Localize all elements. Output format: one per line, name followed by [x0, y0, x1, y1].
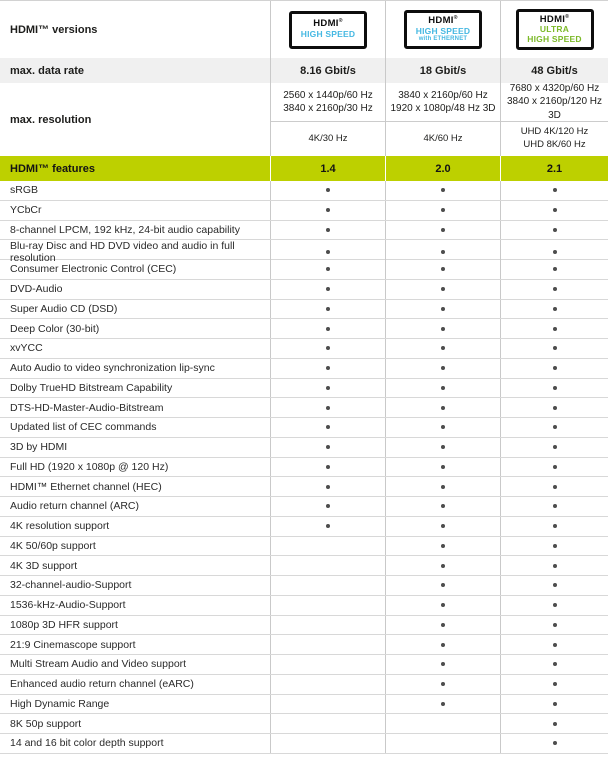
support-dot-icon: [441, 228, 445, 232]
support-dot-icon: [326, 425, 330, 429]
support-dot-icon: [441, 702, 445, 706]
feature-label: 4K 50/60p support: [10, 539, 96, 552]
resolution-detail: [271, 83, 385, 121]
feature-support-cell: [270, 616, 385, 635]
support-dot-icon: [553, 287, 557, 291]
feature-support-cell: [270, 655, 385, 674]
support-dot-icon: [326, 386, 330, 390]
feature-support-cell: [500, 596, 608, 615]
feature-support-cell: [500, 616, 608, 635]
table-row: [0, 339, 608, 359]
feature-support-cell: [500, 300, 608, 319]
resolution-summary: [271, 121, 385, 156]
support-dot-icon: [553, 623, 557, 627]
feature-support-cell: [270, 319, 385, 338]
support-dot-icon: [326, 366, 330, 370]
support-dot-icon: [553, 564, 557, 568]
feature-support-cell: [385, 635, 500, 654]
table-row: [0, 714, 608, 734]
data-rate-label: max. data rate: [10, 64, 84, 77]
badge-cell: [385, 1, 500, 58]
support-dot-icon: [441, 682, 445, 686]
support-dot-icon: [553, 583, 557, 587]
feature-support-cell: [270, 359, 385, 378]
feature-support-cell: [500, 517, 608, 536]
support-dot-icon: [326, 465, 330, 469]
support-dot-icon: [441, 250, 445, 254]
resolution-cell: [500, 83, 608, 156]
support-dot-icon: [553, 643, 557, 647]
feature-support-cell: [270, 181, 385, 200]
table-row: [0, 201, 608, 221]
data-rate-value: 8.16 Gbit/s: [270, 58, 385, 83]
feature-support-cell: [500, 477, 608, 496]
resolution-line: 4K/60 Hz: [423, 132, 463, 144]
support-dot-icon: [553, 722, 557, 726]
feature-label: YCbCr: [10, 204, 42, 217]
feature-label: Auto Audio to video synchronization lip-sync: [10, 362, 215, 375]
feature-support-cell: [270, 497, 385, 516]
feature-support-cell: [500, 221, 608, 240]
feature-label: sRGB: [10, 184, 39, 197]
feature-label: Multi Stream Audio and Video support: [10, 658, 187, 671]
feature-support-cell: [385, 517, 500, 536]
feature-label: DTS-HD-Master-Audio-Bitstream: [10, 401, 164, 414]
features-header-row: [0, 156, 608, 181]
support-dot-icon: [326, 346, 330, 350]
support-dot-icon: [441, 485, 445, 489]
resolution-line: 3840 x 2160p/120 Hz 3D: [506, 96, 603, 121]
data-rate-row: [0, 58, 608, 83]
feature-label: Enhanced audio return channel (eARC): [10, 678, 194, 691]
feature-support-cell: [270, 379, 385, 398]
resolution-line: 4K/30 Hz: [308, 132, 348, 144]
support-dot-icon: [553, 702, 557, 706]
feature-support-cell: [385, 576, 500, 595]
feature-support-cell: [270, 517, 385, 536]
feature-support-cell: [500, 260, 608, 279]
support-dot-icon: [441, 208, 445, 212]
feature-support-cell: [385, 339, 500, 358]
feature-label: Blu-ray Disc and HD DVD video and audio in full resolution: [10, 240, 235, 265]
support-dot-icon: [441, 346, 445, 350]
feature-support-cell: [500, 675, 608, 694]
trademark-icon: ®: [565, 13, 570, 20]
resolution-cell: [270, 83, 385, 156]
feature-label: 3D by HDMI: [10, 441, 68, 454]
support-dot-icon: [441, 465, 445, 469]
support-dot-icon: [326, 188, 330, 192]
table-row: [0, 438, 608, 458]
feature-support-cell: [270, 695, 385, 714]
support-dot-icon: [553, 228, 557, 232]
feature-label: 32-channel-audio-Support: [10, 579, 132, 592]
feature-support-cell: [270, 221, 385, 240]
table-row: [0, 537, 608, 557]
resolution-detail: [501, 83, 608, 121]
support-dot-icon: [553, 366, 557, 370]
support-dot-icon: [326, 524, 330, 528]
feature-label: 1536-kHz-Audio-Support: [10, 599, 126, 612]
feature-label: DVD-Audio: [10, 283, 63, 296]
feature-label: 21:9 Cinemascope support: [10, 638, 136, 651]
resolution-summary: [501, 121, 608, 156]
feature-support-cell: [500, 655, 608, 674]
support-dot-icon: [326, 287, 330, 291]
support-dot-icon: [553, 682, 557, 686]
table-row: [0, 675, 608, 695]
feature-support-cell: [270, 596, 385, 615]
feature-support-cell: [270, 201, 385, 220]
table-row: [0, 596, 608, 616]
feature-support-cell: [500, 379, 608, 398]
support-dot-icon: [553, 445, 557, 449]
feature-support-cell: [500, 635, 608, 654]
support-dot-icon: [441, 425, 445, 429]
feature-support-cell: [385, 359, 500, 378]
feature-support-cell: [385, 260, 500, 279]
support-dot-icon: [441, 524, 445, 528]
table-row: [0, 280, 608, 300]
feature-support-cell: [385, 379, 500, 398]
feature-support-cell: [500, 497, 608, 516]
feature-support-cell: [270, 398, 385, 417]
feature-support-cell: [385, 596, 500, 615]
table-row: [0, 319, 608, 339]
table-row: [0, 398, 608, 418]
support-dot-icon: [441, 662, 445, 666]
support-dot-icon: [441, 564, 445, 568]
support-dot-icon: [326, 406, 330, 410]
feature-support-cell: [500, 319, 608, 338]
feature-support-cell: [500, 339, 608, 358]
version-number: 2.0: [385, 156, 500, 181]
feature-support-cell: [385, 695, 500, 714]
feature-support-cell: [385, 418, 500, 437]
feature-support-cell: [500, 458, 608, 477]
support-dot-icon: [553, 307, 557, 311]
feature-support-cell: [385, 300, 500, 319]
support-dot-icon: [441, 287, 445, 291]
feature-support-cell: [270, 714, 385, 733]
resolution-line: 1920 x 1080p/48 Hz 3D: [390, 103, 496, 114]
feature-support-cell: [385, 675, 500, 694]
table-row: [0, 477, 608, 497]
hdmi-high-speed-badge: [289, 11, 367, 49]
feature-label: Updated list of CEC commands: [10, 421, 157, 434]
feature-support-cell: [270, 418, 385, 437]
support-dot-icon: [441, 643, 445, 647]
version-number: 1.4: [270, 156, 385, 181]
data-rate-value: 18 Gbit/s: [385, 58, 500, 83]
resolution-row: [0, 83, 608, 156]
support-dot-icon: [441, 188, 445, 192]
support-dot-icon: [553, 208, 557, 212]
table-row: [0, 240, 608, 265]
support-dot-icon: [553, 406, 557, 410]
table-row: [0, 497, 608, 517]
feature-support-cell: [270, 339, 385, 358]
feature-support-cell: [385, 556, 500, 575]
resolution-line: UHD 4K/120 Hz: [520, 126, 589, 138]
feature-label: Dolby TrueHD Bitstream Capability: [10, 381, 173, 394]
data-rate-value: 48 Gbit/s: [500, 58, 608, 83]
feature-support-cell: [385, 616, 500, 635]
trademark-icon: ®: [338, 18, 343, 25]
resolution-line: 3840 x 2160p/60 Hz: [398, 89, 488, 101]
support-dot-icon: [441, 366, 445, 370]
hdmi-logo-text: HDMI: [428, 15, 454, 27]
table-row: [0, 517, 608, 537]
support-dot-icon: [553, 250, 557, 254]
feature-support-cell: [270, 477, 385, 496]
resolution-detail: [386, 83, 500, 121]
table-row: [0, 695, 608, 715]
feature-support-cell: [500, 734, 608, 753]
support-dot-icon: [553, 465, 557, 469]
feature-support-cell: [385, 714, 500, 733]
table-row: [0, 734, 608, 754]
support-dot-icon: [553, 741, 557, 745]
support-dot-icon: [441, 623, 445, 627]
feature-support-cell: [500, 576, 608, 595]
feature-support-cell: [500, 537, 608, 556]
support-dot-icon: [441, 307, 445, 311]
feature-support-cell: [270, 556, 385, 575]
resolution-summary: [386, 121, 500, 156]
resolution-label: max. resolution: [10, 113, 92, 126]
feature-support-cell: [270, 438, 385, 457]
feature-label: 8K 50p support: [10, 717, 82, 730]
resolution-line: UHD 8K/60 Hz: [523, 139, 586, 150]
badge-line: HIGH SPEED: [527, 33, 582, 44]
table-row: [0, 616, 608, 636]
feature-support-cell: [385, 438, 500, 457]
feature-support-cell: [385, 458, 500, 477]
feature-support-cell: [385, 477, 500, 496]
feature-label: 4K 3D support: [10, 559, 78, 572]
support-dot-icon: [326, 208, 330, 212]
resolution-line: 7680 x 4320p/60 Hz: [509, 82, 600, 94]
support-dot-icon: [326, 228, 330, 232]
feature-support-cell: [270, 537, 385, 556]
hdmi-logo-text: HDMI: [313, 18, 339, 30]
support-dot-icon: [553, 425, 557, 429]
table-row: [0, 260, 608, 280]
support-dot-icon: [441, 327, 445, 331]
support-dot-icon: [326, 267, 330, 271]
support-dot-icon: [441, 583, 445, 587]
support-dot-icon: [553, 267, 557, 271]
resolution-cell: [385, 83, 500, 156]
feature-label: xvYCC: [10, 342, 43, 355]
table-row: [0, 418, 608, 438]
feature-support-cell: [270, 675, 385, 694]
badge-line: HIGH SPEED: [415, 25, 471, 36]
support-dot-icon: [553, 386, 557, 390]
feature-support-cell: [500, 714, 608, 733]
feature-support-cell: [385, 537, 500, 556]
hdmi-high-speed-ethernet-badge: [404, 10, 482, 49]
support-dot-icon: [553, 188, 557, 192]
features-header-label: HDMI™ features: [10, 162, 95, 175]
feature-support-cell: [500, 201, 608, 220]
feature-support-cell: [270, 576, 385, 595]
badge-line: ULTRA: [539, 24, 570, 35]
badge-line: with ETHERNET: [418, 36, 468, 43]
feature-support-cell: [385, 201, 500, 220]
support-dot-icon: [553, 327, 557, 331]
resolution-line: 3840 x 2160p/30 Hz: [283, 103, 373, 114]
resolution-line: 2560 x 1440p/60 Hz: [283, 89, 373, 101]
feature-label: Consumer Electronic Control (CEC): [10, 263, 177, 276]
feature-support-cell: [500, 181, 608, 200]
badge-cell: [270, 1, 385, 58]
feature-label: High Dynamic Range: [10, 697, 110, 710]
feature-support-cell: [385, 280, 500, 299]
support-dot-icon: [326, 307, 330, 311]
feature-support-cell: [270, 458, 385, 477]
versions-row-label: HDMI™ versions: [10, 23, 98, 36]
feature-support-cell: [385, 221, 500, 240]
support-dot-icon: [326, 250, 330, 254]
version-number: 2.1: [500, 156, 608, 181]
support-dot-icon: [441, 603, 445, 607]
table-row: [0, 576, 608, 596]
feature-label: 8-channel LPCM, 192 kHz, 24-bit audio capability: [10, 223, 240, 236]
feature-label: 1080p 3D HFR support: [10, 618, 118, 631]
feature-label: Audio return channel (ARC): [10, 500, 139, 513]
support-dot-icon: [553, 544, 557, 548]
support-dot-icon: [441, 504, 445, 508]
support-dot-icon: [326, 327, 330, 331]
feature-support-cell: [385, 181, 500, 200]
feature-label: Deep Color (30-bit): [10, 322, 100, 335]
feature-label: Full HD (1920 x 1080p @ 120 Hz): [10, 460, 169, 473]
feature-support-cell: [500, 556, 608, 575]
support-dot-icon: [326, 445, 330, 449]
feature-label: HDMI™ Ethernet channel (HEC): [10, 480, 162, 493]
feature-support-cell: [500, 438, 608, 457]
feature-support-cell: [500, 359, 608, 378]
table-row: [0, 458, 608, 478]
feature-support-cell: [270, 300, 385, 319]
feature-support-cell: [270, 635, 385, 654]
feature-support-cell: [500, 418, 608, 437]
feature-support-cell: [500, 280, 608, 299]
feature-support-cell: [500, 398, 608, 417]
table-row: [0, 221, 608, 241]
hdmi-ultra-high-speed-badge: [516, 9, 594, 51]
feature-support-cell: [270, 280, 385, 299]
support-dot-icon: [441, 267, 445, 271]
table-row: [0, 635, 608, 655]
feature-support-cell: [500, 695, 608, 714]
badge-cell: [500, 1, 608, 58]
support-dot-icon: [441, 406, 445, 410]
support-dot-icon: [553, 524, 557, 528]
support-dot-icon: [553, 504, 557, 508]
hdmi-logo-text: HDMI: [539, 13, 566, 25]
table-row: [0, 379, 608, 399]
feature-label: Super Audio CD (DSD): [10, 302, 118, 315]
feature-rows: [0, 181, 608, 754]
table-row: [0, 181, 608, 201]
versions-row: [0, 1, 608, 58]
badge-line: HIGH SPEED: [300, 29, 356, 40]
support-dot-icon: [553, 485, 557, 489]
feature-support-cell: [385, 655, 500, 674]
feature-support-cell: [385, 398, 500, 417]
feature-support-cell: [270, 734, 385, 753]
table-row: [0, 556, 608, 576]
support-dot-icon: [441, 386, 445, 390]
feature-support-cell: [385, 497, 500, 516]
feature-label: 14 and 16 bit color depth support: [10, 737, 164, 750]
table-row: [0, 655, 608, 675]
trademark-icon: ®: [453, 14, 458, 21]
feature-support-cell: [385, 734, 500, 753]
feature-label: 4K resolution support: [10, 520, 110, 533]
feature-support-cell: [270, 260, 385, 279]
support-dot-icon: [553, 603, 557, 607]
support-dot-icon: [553, 346, 557, 350]
support-dot-icon: [553, 662, 557, 666]
table-row: [0, 300, 608, 320]
table-row: [0, 359, 608, 379]
support-dot-icon: [441, 544, 445, 548]
support-dot-icon: [441, 445, 445, 449]
support-dot-icon: [326, 504, 330, 508]
support-dot-icon: [326, 485, 330, 489]
feature-support-cell: [385, 319, 500, 338]
